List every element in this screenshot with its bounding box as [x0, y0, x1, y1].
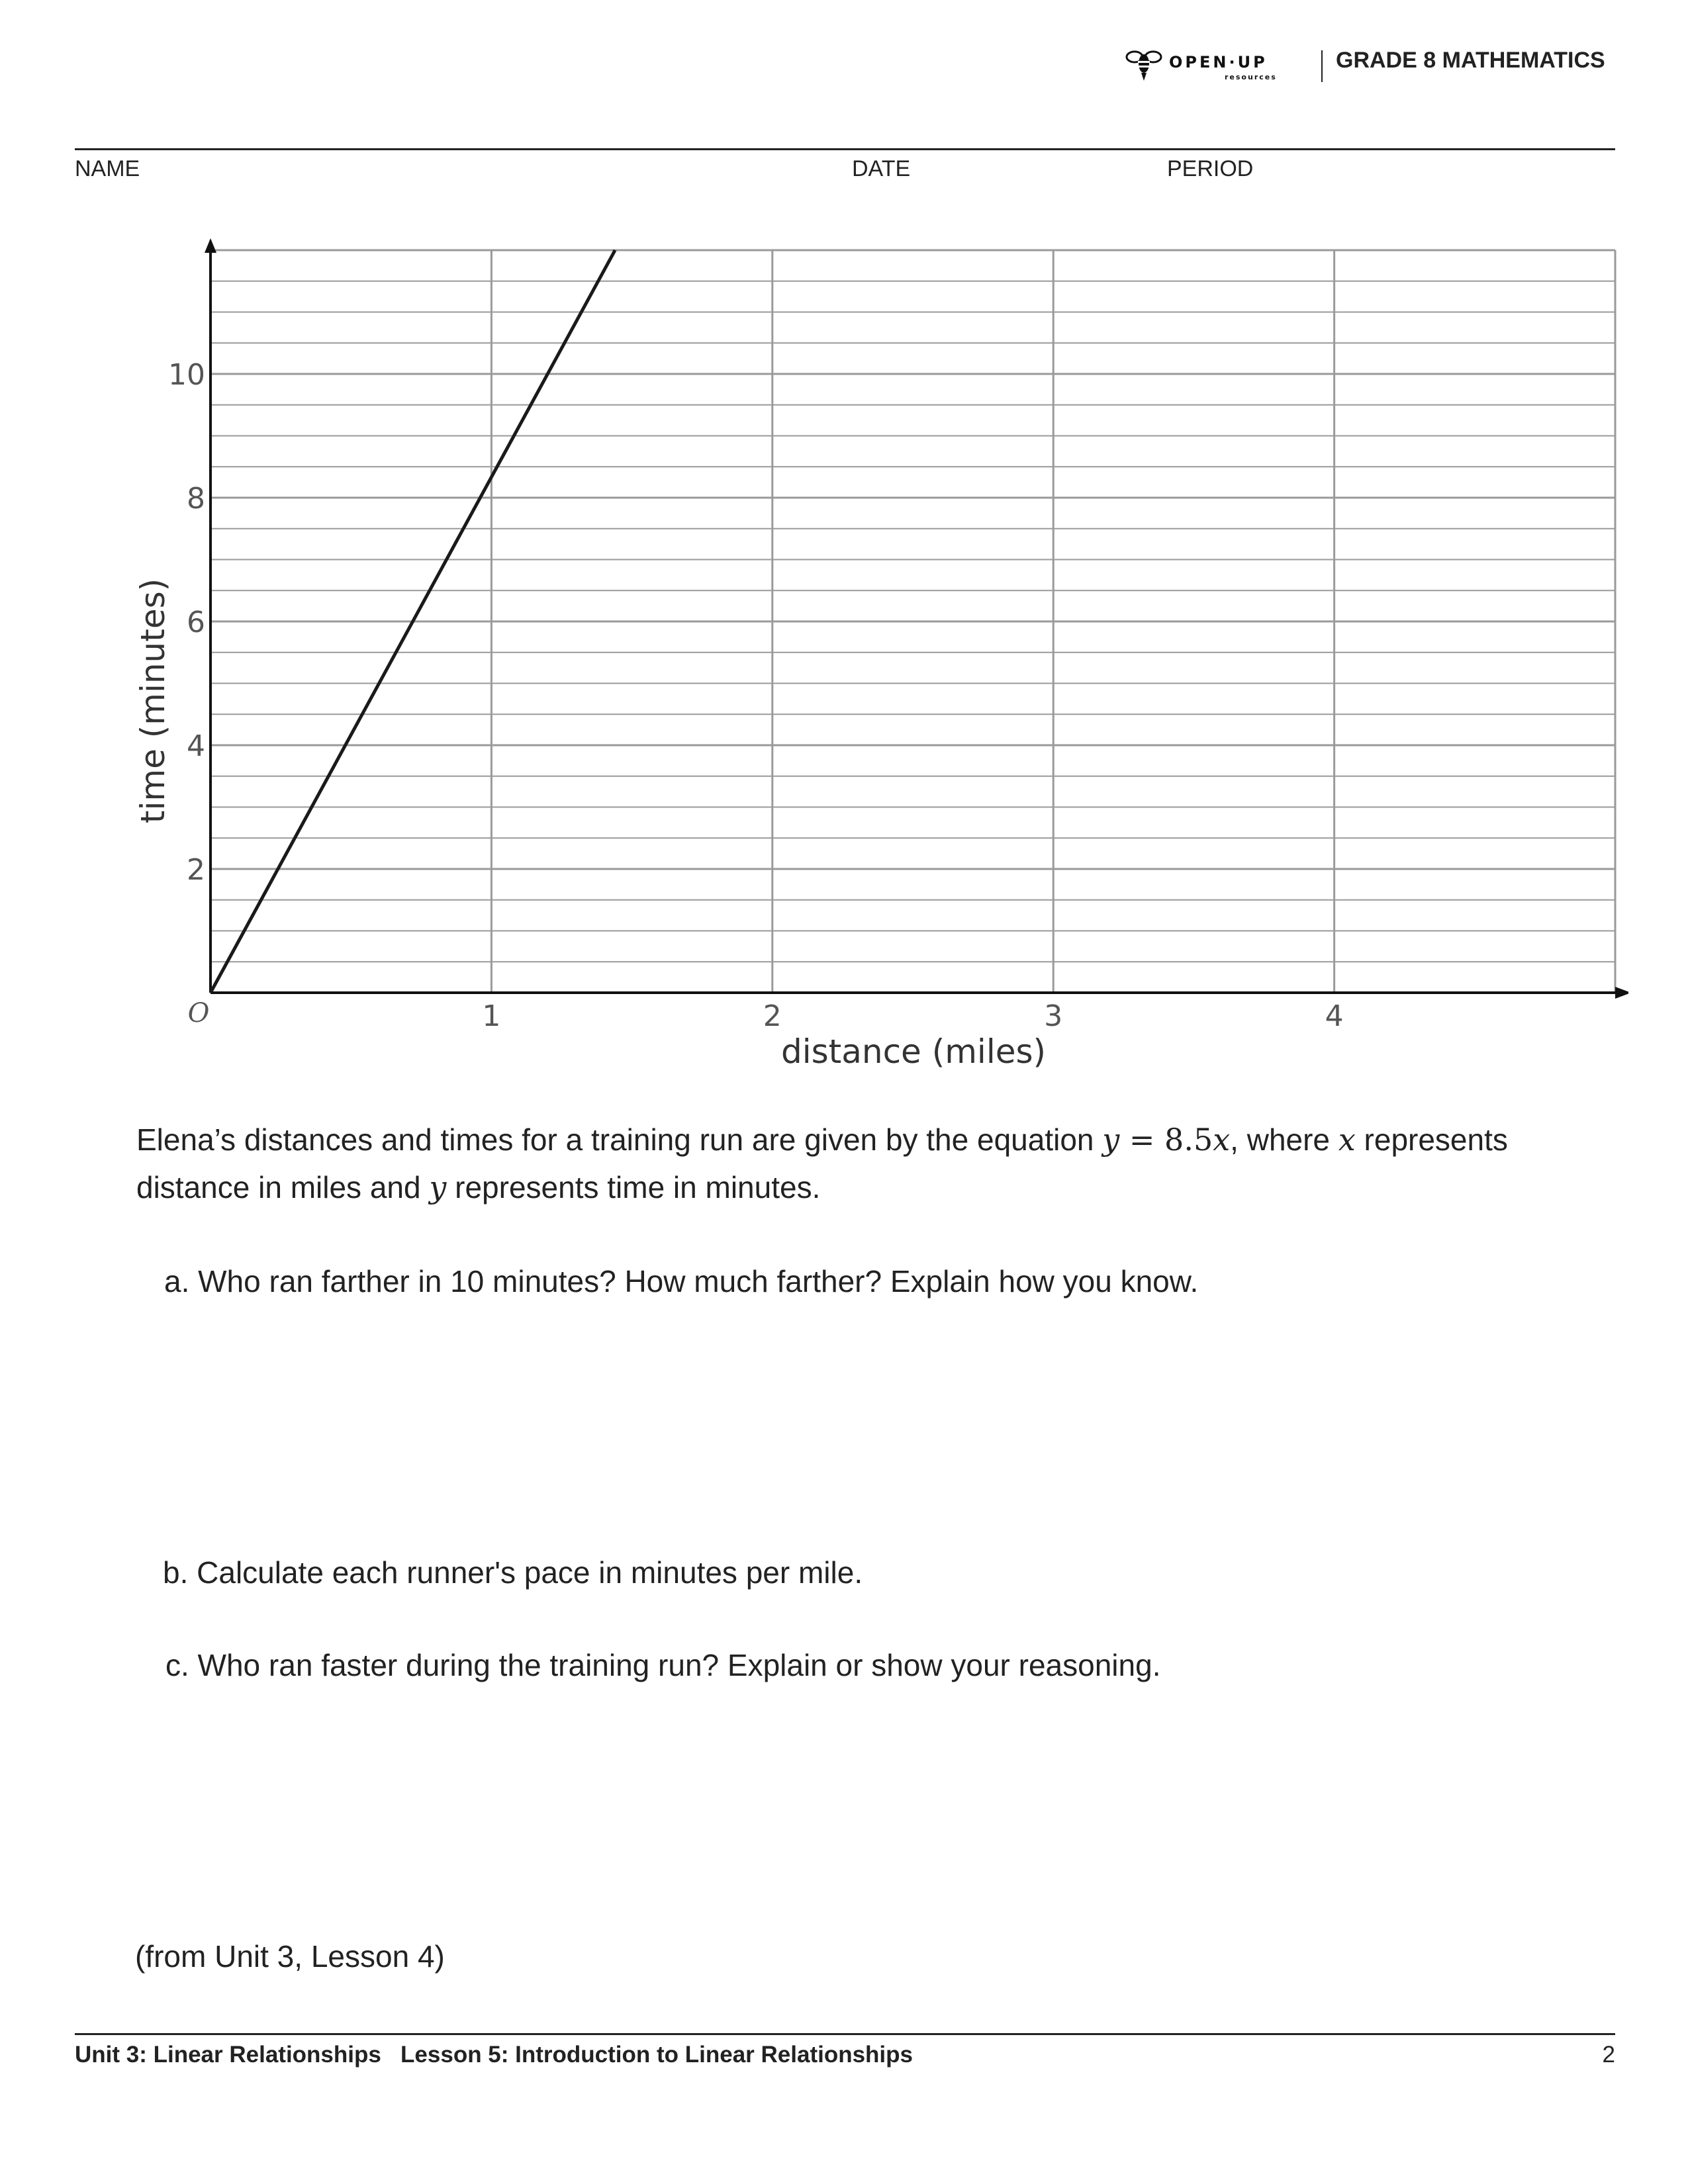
var-x: x: [1338, 1122, 1356, 1158]
y-tick-label: 8: [187, 482, 205, 516]
intro-where: , where: [1230, 1122, 1338, 1157]
y-axis-label: time (minutes): [134, 578, 172, 824]
footer-lesson-info: [75, 2042, 913, 2068]
equation-x: x: [1213, 1122, 1231, 1158]
period-label: PERIOD: [1167, 156, 1254, 181]
source-note: (from Unit 3, Lesson 4): [135, 1939, 445, 1974]
date-label: DATE: [852, 156, 911, 181]
var-y: y: [429, 1169, 447, 1205]
name-line: [75, 148, 1615, 150]
question-c: c. Who ran faster during the training run? Explain or show your reasoning.: [165, 1648, 1161, 1682]
equation-mid: = 8.5: [1119, 1122, 1213, 1158]
problem-intro: [136, 1116, 1626, 1211]
logo-name: OPEN·UP: [1169, 53, 1268, 71]
x-tick-label: 1: [482, 999, 501, 1033]
y-axis-arrow: [205, 238, 216, 253]
x-tick-label: 3: [1044, 999, 1063, 1033]
x-tick-label: 4: [1325, 999, 1344, 1033]
line2-after: represents time in minutes.: [446, 1170, 821, 1205]
footer-unit: Unit 3: Linear Relationships: [75, 2042, 381, 2068]
header-divider: [1321, 50, 1323, 82]
x-axis-label: distance (miles): [780, 1032, 1047, 1071]
question-a: a. Who ran farther in 10 minutes? How much farther? Explain how you know.: [164, 1264, 1199, 1298]
open-up-logo: [1125, 46, 1291, 86]
subject-title: GRADE 8 MATHEMATICS: [1336, 48, 1605, 73]
name-label: NAME: [75, 156, 140, 181]
footer-lesson: Lesson 5: Introduction to Linear Relationships: [400, 2042, 913, 2068]
intro-represents: represents: [1355, 1122, 1508, 1157]
y-tick-label: 4: [187, 729, 205, 763]
logo-sub: resources: [1225, 73, 1277, 81]
origin-label: O: [187, 998, 210, 1028]
x-tick-label: 2: [763, 999, 782, 1033]
page-number: 2: [1602, 2042, 1615, 2068]
line2-text: distance in miles and: [136, 1170, 430, 1205]
y-tick-label: 10: [168, 358, 205, 392]
bee-icon: [1125, 46, 1162, 86]
x-axis-arrow: [1615, 987, 1628, 999]
question-b: b. Calculate each runner's pace in minutes per mile.: [163, 1555, 863, 1590]
distance-time-graph: [119, 238, 1628, 1085]
footer-line: [75, 2033, 1615, 2035]
intro-text: Elena’s distances and times for a training run are given by the equation: [136, 1122, 1103, 1157]
equation-y: y: [1102, 1122, 1120, 1158]
y-tick-label: 2: [187, 853, 205, 887]
y-tick-label: 6: [187, 606, 205, 639]
